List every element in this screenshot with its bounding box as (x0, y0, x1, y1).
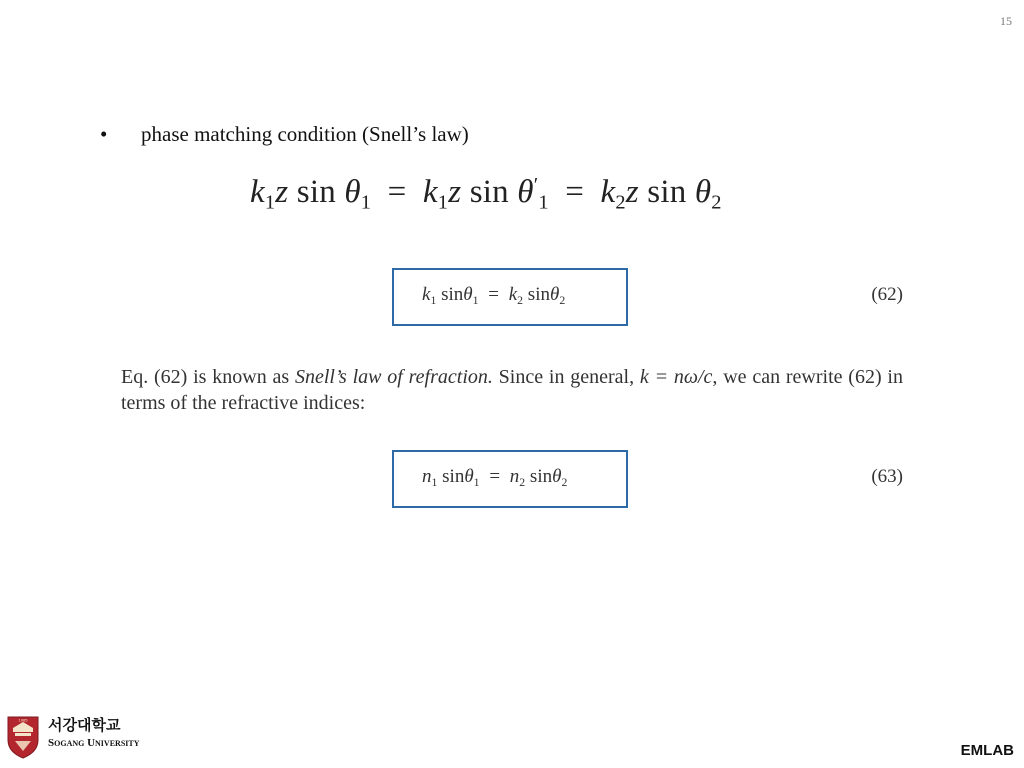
eq-sub: 2 (559, 293, 566, 307)
bullet-symbol: • (100, 122, 108, 146)
eq-operator: = (488, 284, 499, 305)
eq-var: θ (549, 284, 560, 305)
eq-var: k (422, 284, 431, 305)
eq-var: z (448, 174, 462, 210)
eq-var: n (422, 466, 432, 487)
eq-var: n (509, 466, 520, 487)
slide-number: 15 (1000, 14, 1012, 28)
eq-var: θ (344, 174, 361, 210)
eq-sub: 2 (519, 475, 526, 489)
eq-operator: = (565, 174, 585, 210)
eq-prime: ′ (533, 173, 539, 196)
eq-func: sin (441, 284, 464, 305)
equation-62-box (392, 268, 628, 326)
eq-var: θ (517, 174, 534, 210)
shield-icon (6, 714, 40, 760)
phase-matching-equation (250, 173, 722, 214)
eq-sub: 1 (472, 293, 479, 307)
eq-sub: 2 (615, 191, 626, 214)
equation-62 (422, 284, 565, 306)
eq-var: z (275, 174, 289, 210)
eq-var: θ (464, 466, 474, 487)
eq-func: sin (529, 466, 553, 487)
eq-func: sin (469, 174, 509, 210)
paragraph-italic: Snell’s law of refraction. (294, 366, 493, 388)
eq-sub: 1 (431, 475, 438, 489)
eq-sub: 1 (538, 191, 549, 214)
svg-text:1985: 1985 (18, 717, 28, 723)
eq-func: sin (647, 174, 687, 210)
eq-func: sin (296, 174, 336, 210)
eq-var: k (508, 284, 518, 305)
eq-func: sin (527, 284, 550, 305)
logo-english-name: Sogang University (48, 737, 140, 749)
snell-paragraph (121, 364, 903, 416)
eq-sub: 1 (264, 191, 276, 214)
eq-var: k (250, 174, 265, 210)
eq-var: θ (463, 284, 473, 305)
eq-operator: = (489, 466, 501, 487)
eq-sub: 1 (430, 293, 437, 307)
eq-var: θ (694, 174, 712, 210)
paragraph-text: Eq. (62) is known as (121, 366, 295, 388)
eq-sub: 1 (473, 475, 480, 489)
emlab-brand: EMLAB (960, 742, 1014, 759)
eq-sub: 2 (561, 475, 568, 489)
equation-62-number: (62) (871, 284, 903, 305)
eq-var: k (600, 174, 616, 210)
eq-sub: 1 (360, 191, 372, 214)
eq-var: θ (552, 466, 562, 487)
paragraph-formula: k = nω/c (639, 366, 713, 388)
equation-63 (422, 466, 567, 488)
eq-sub: 2 (517, 293, 524, 307)
eq-sub: 1 (437, 191, 449, 214)
eq-var: k (422, 174, 438, 210)
bullet-text: phase matching condition (Snell’s law) (141, 122, 469, 146)
university-logo (6, 712, 176, 762)
paragraph-text: Since in general, (492, 366, 640, 388)
logo-korean-name: 서강대학교 (48, 716, 121, 734)
eq-var: z (625, 174, 639, 210)
equation-63-box (392, 450, 628, 508)
eq-sub: 2 (711, 191, 722, 214)
eq-func: sin (442, 466, 465, 487)
eq-operator: = (387, 174, 407, 210)
paragraph-text: , we can rewrite (62) in terms of the refractive indices: (121, 366, 903, 414)
equation-63-number: (63) (871, 466, 903, 487)
